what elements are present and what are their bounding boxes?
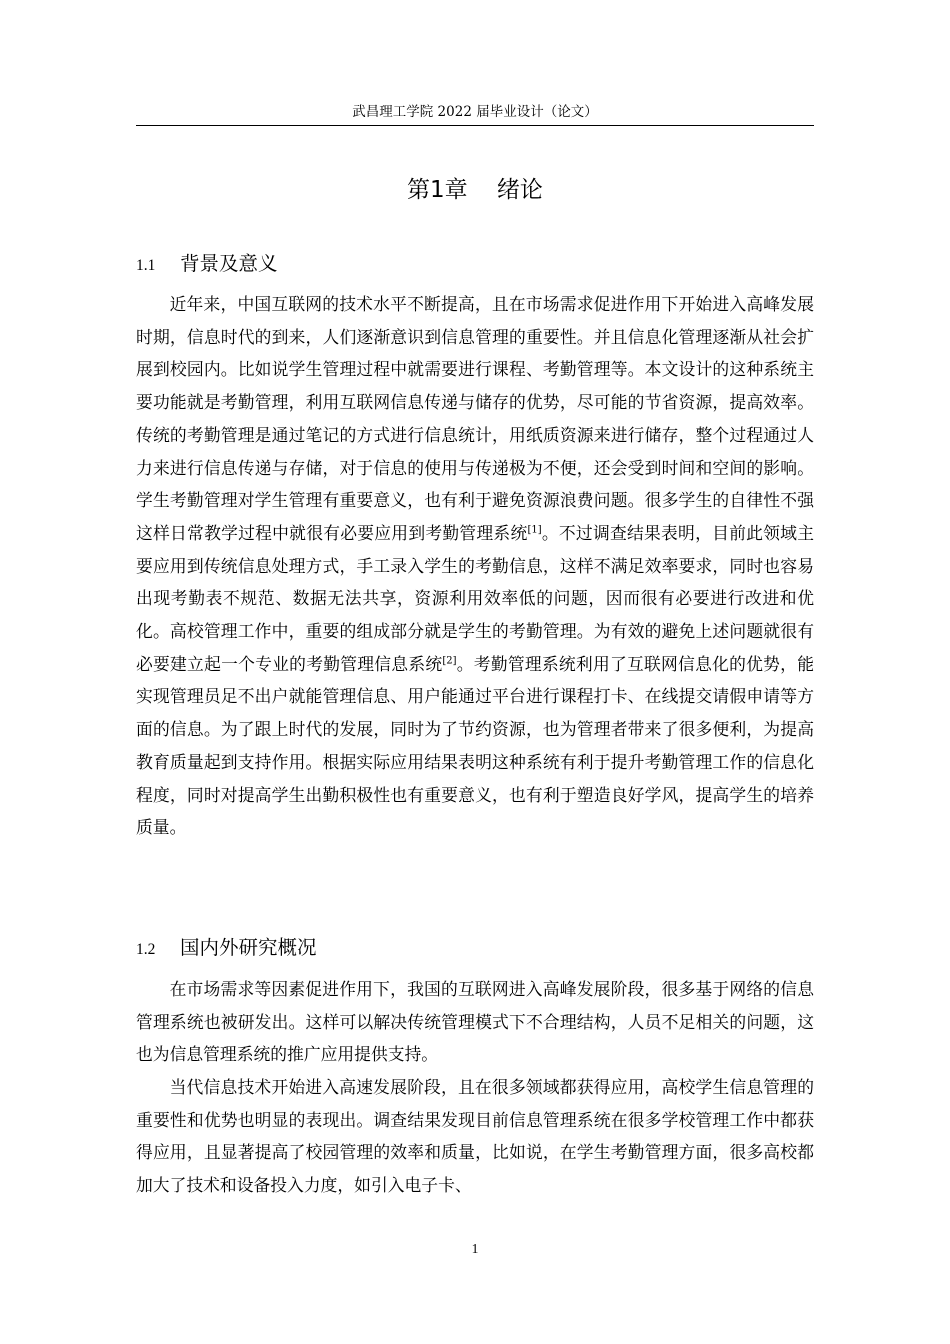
section-number: 1.1: [136, 257, 156, 274]
section-heading-1-1: [136, 249, 814, 279]
body-paragraph: 在市场需求等因素促进作用下，我国的互联网进入高峰发展阶段，很多基于网络的信息管理系统也被研发出。这样可以解决传统管理模式下不合理结构，人员不足相关的问题，这也为信息管理系统的推广应用提供支持。: [136, 979, 814, 1065]
section-title: 背景及意义: [180, 252, 278, 275]
section-title: 国内外研究概况: [180, 936, 317, 959]
citation-marker: [1]: [527, 524, 542, 536]
chapter-title: 第1章 绪论: [407, 177, 543, 203]
body-paragraph: 近年来，中国互联网的技术水平不断提高，且在市场需求促进作用下开始进入高峰发展时期，信息时代的到来，人们逐渐意识到信息管理的重要性。并且信息化管理逐渐从社会扩展到校园内。比如说学生管理过程中就需要进行课程、考勤管理等。本文设计的这种系统主要功能就是考勤管理，利用互联网信息传递与储存的优势，尽可能的节省资源，提高效率。传统的考勤管理是通过笔记的方式进行信息统计，用纸质资源来进行储存，整个过程通过人力来进行信息传递与存储，对于信息的使用与传递极为不便，还会受到时间和空间的影响。学生考勤管理对学生管理有重要意义，也有利于避免资源浪费问题。很多学生的自律性不强这样日常教学过程中就很有必要应用到考勤管理系统[1]。不过调查结果表明，目前此领域主要应用到传统信息处理方式，手工录入学生的考勤信息，这样不满足效率要求，同时也容易出现考勤表不规范、数据无法共享，资源利用效率低的问题，因而很有必要进行改进和优化。高校管理工作中，重要的组成部分就是学生的考勤管理。为有效的避免上述问题就很有必要建立起一个专业的考勤管理信息系统[2]。考勤管理系统利用了互联网信息化的优势，能实现管理员足不出户就能管理信息、用户能通过平台进行课程打卡、在线提交请假申请等方面的信息。为了跟上时代的发展，同时为了节约资源，也为管理者带来了很多便利，为提高教育质量起到支持作用。根据实际应用结果表明这种系统有利于提升考勤管理工作的信息化程度，同时对提高学生出勤积极性也有重要意义，也有利于塑造良好学风，提高学生的培养质量。: [136, 294, 814, 838]
section-number: 1.2: [136, 941, 156, 958]
page-number: 1: [471, 1241, 479, 1256]
header-rule: [136, 125, 814, 126]
section-heading-1-2: [136, 933, 814, 963]
body-paragraph: 当代信息技术开始进入高速发展阶段，且在很多领域都获得应用，高校学生信息管理的重要性和优势也明显的表现出。调查结果发现目前信息管理系统在很多学校管理工作中都获得应用，且显著提高了校园管理的效率和质量，比如说，在学生考勤管理方面，很多高校都加大了技术和设备投入力度，如引入电子卡、: [136, 1077, 814, 1196]
running-header: 武昌理工学院 2022 届毕业设计（论文）: [352, 104, 598, 120]
citation-marker: [2]: [442, 655, 457, 667]
